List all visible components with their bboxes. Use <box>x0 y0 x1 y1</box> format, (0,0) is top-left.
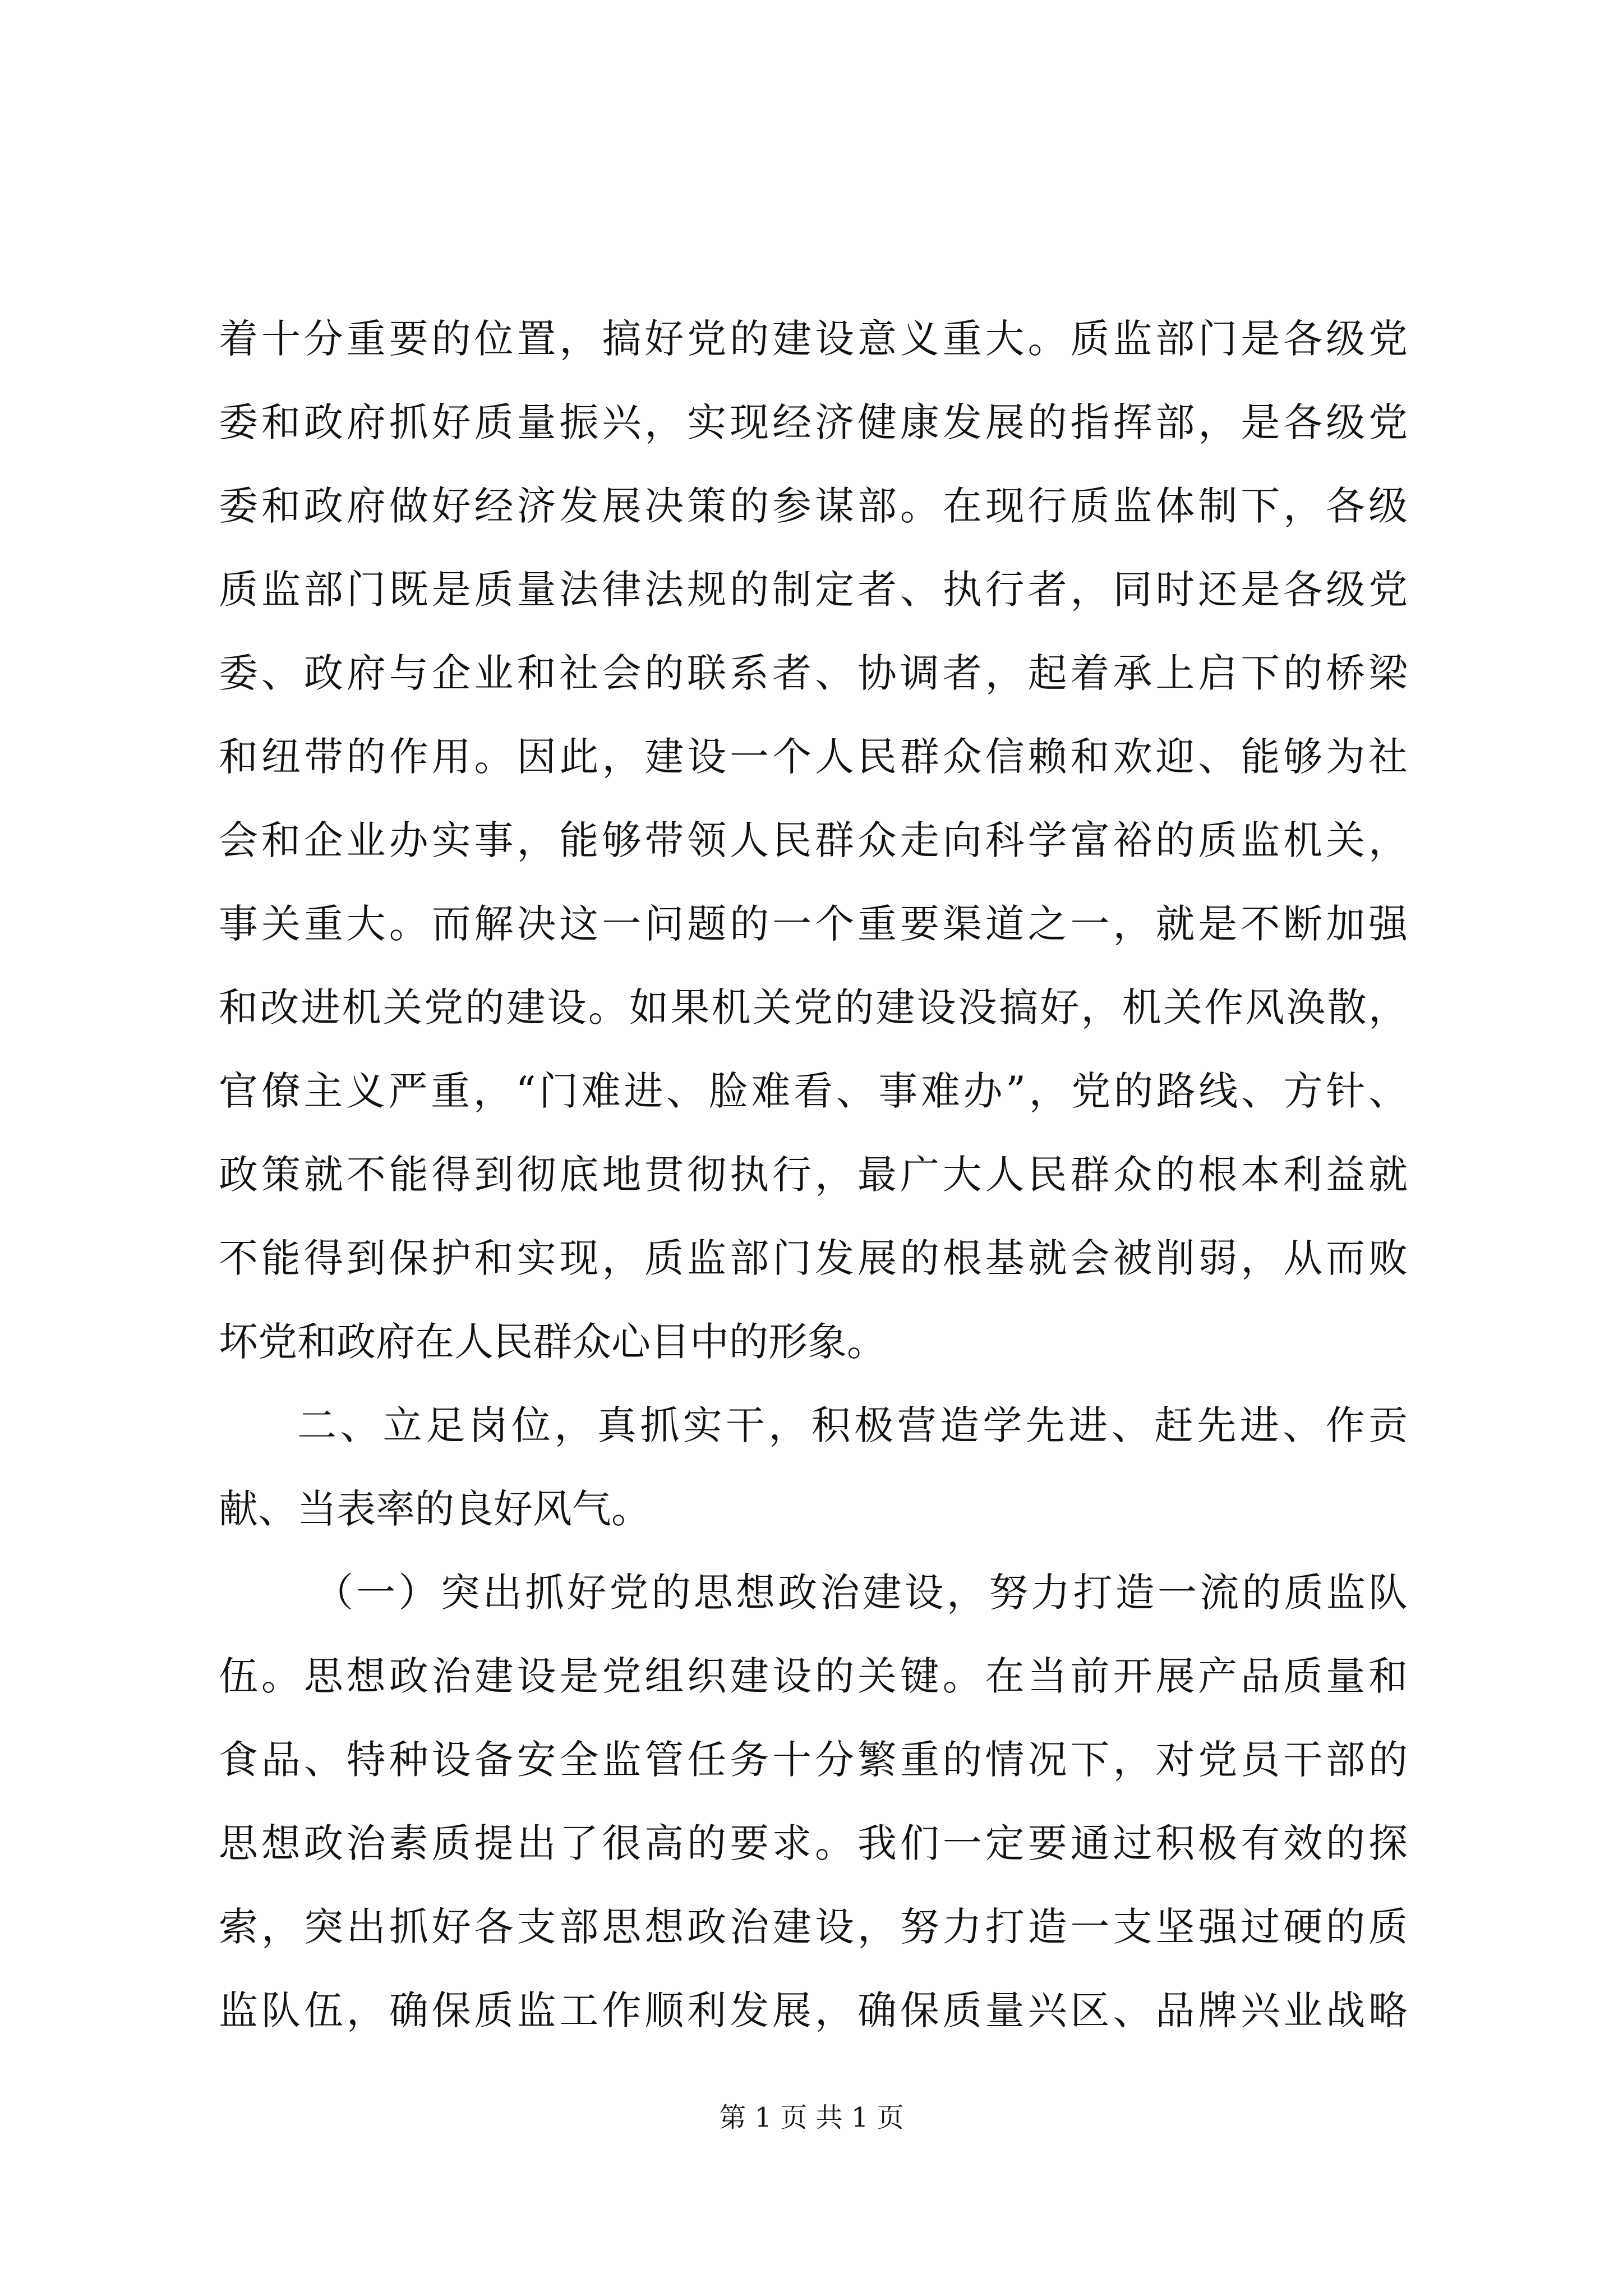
section-heading-line: 献、当表率的良好风气。 <box>219 1486 651 1532</box>
paragraph-line: 不能得到保护和实现，质监部门发展的根基就会被削弱，从而败 <box>219 1235 1408 1281</box>
section-heading-line: 二、立足岗位，真抓实干，积极营造学先进、赶先进、作贡 <box>297 1402 1408 1448</box>
paragraph-line: 坏党和政府在人民群众心目中的形象。 <box>219 1319 886 1365</box>
paragraph-line: 事关重大。而解决这一问题的一个重要渠道之一，就是不断加强 <box>219 901 1408 947</box>
paragraph-line: 监队伍，确保质监工作顺利发展，确保质量兴区、品牌兴业战略 <box>219 1987 1408 2033</box>
paragraph-line: 委和政府抓好质量振兴，实现经济健康发展的指挥部，是各级党 <box>219 399 1408 445</box>
paragraph-line: 委、政府与企业和社会的联系者、协调者，起着承上启下的桥梁 <box>219 650 1408 696</box>
paragraph-line: 伍。思想政治建设是党组织建设的关键。在当前开展产品质量和 <box>219 1653 1408 1699</box>
paragraph-line: 政策就不能得到彻底地贯彻执行，最广大人民群众的根本利益就 <box>219 1152 1408 1198</box>
document-body <box>219 297 1408 2053</box>
paragraph-line: 委和政府做好经济发展决策的参谋部。在现行质监体制下，各级 <box>219 483 1408 529</box>
paragraph-line: 食品、特种设备安全监管任务十分繁重的情况下，对党员干部的 <box>219 1737 1408 1783</box>
paragraph-line: 质监部门既是质量法律法规的制定者、执行者，同时还是各级党 <box>219 567 1408 613</box>
paragraph-line: 着十分重要的位置，搞好党的建设意义重大。质监部门是各级党 <box>219 316 1408 362</box>
paragraph-line: 和纽带的作用。因此，建设一个人民群众信赖和欢迎、能够为社 <box>219 734 1408 780</box>
page-footer <box>0 2101 1623 2134</box>
paragraph-line: 思想政治素质提出了很高的要求。我们一定要通过积极有效的探 <box>219 1820 1408 1866</box>
paragraph-line: 会和企业办实事，能够带领人民群众走向科学富裕的质监机关， <box>219 817 1408 863</box>
paragraph-line: 索，突出抓好各支部思想政治建设，努力打造一支坚强过硬的质 <box>219 1904 1408 1950</box>
page-number-label: 第 1 页 共 1 页 <box>719 2102 904 2133</box>
subsection-heading-line: （一）突出抓好党的思想政治建设，努力打造一流的质监队 <box>314 1570 1408 1616</box>
paragraph-line: 和改进机关党的建设。如果机关党的建设没搞好，机关作风涣散， <box>219 984 1408 1030</box>
paragraph-line: 官僚主义严重，“门难进、脸难看、事难办”，党的路线、方针、 <box>219 1068 1408 1114</box>
